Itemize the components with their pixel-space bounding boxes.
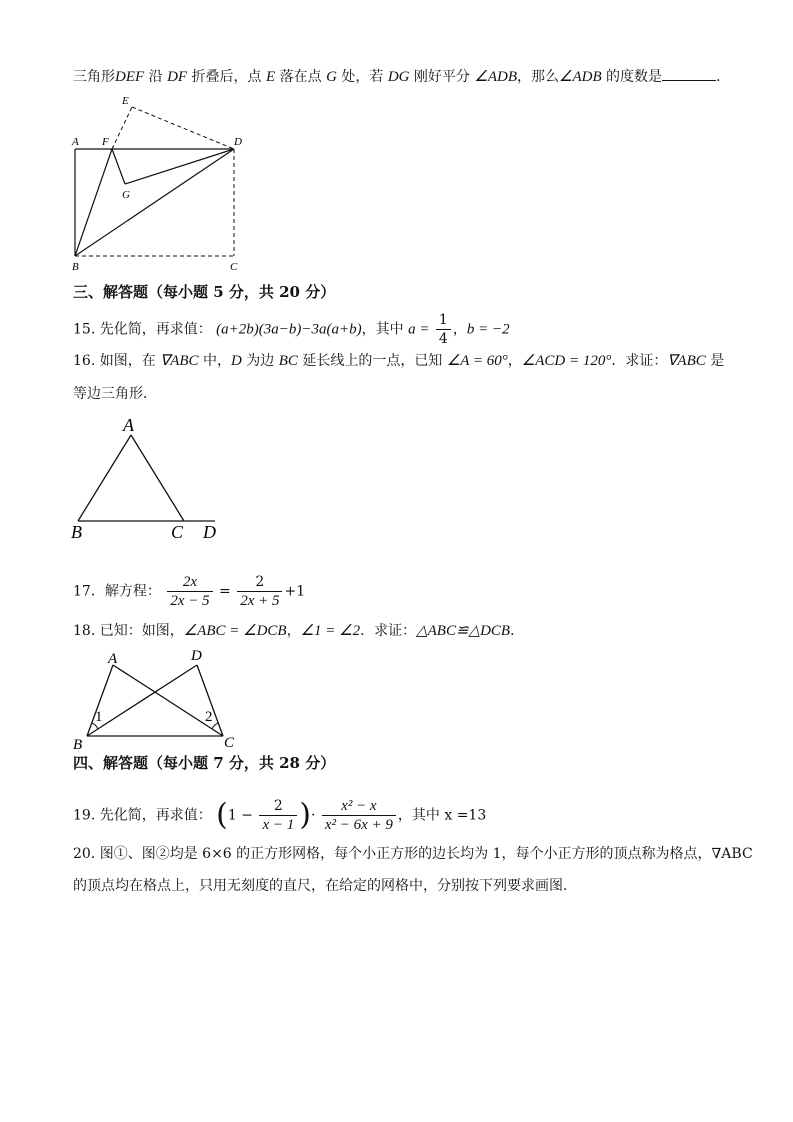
label-d: D bbox=[234, 136, 242, 148]
seg-fe-dashed bbox=[112, 107, 132, 149]
label-angle1: 1 bbox=[95, 709, 103, 725]
q19-prefix: 19. 先化简，再求值： bbox=[73, 807, 212, 824]
q19-dot: · bbox=[310, 807, 316, 824]
seg-dc bbox=[197, 665, 223, 736]
section3-title: 三、解答题（每小题 5 分，共 20 分） bbox=[73, 283, 336, 301]
q15-a-eq: a = bbox=[408, 321, 430, 338]
q18-eq2: ∠1 = ∠2 bbox=[300, 623, 361, 639]
q18-sep: ， bbox=[286, 623, 301, 639]
q14-tri: DEF bbox=[115, 69, 145, 85]
q14-pt-e: E bbox=[265, 69, 276, 85]
q15-mid: ，其中 bbox=[361, 321, 409, 338]
seg-fg bbox=[112, 149, 125, 184]
seg-gd bbox=[125, 149, 234, 184]
q17-num1: 2x bbox=[167, 573, 212, 592]
q15-prefix: 15. 先化简，再求值： bbox=[73, 321, 212, 338]
seg-ed-dashed bbox=[132, 107, 234, 149]
seg-bd bbox=[87, 665, 197, 736]
q15 bbox=[73, 311, 510, 348]
label-d: D bbox=[191, 648, 202, 664]
label-a: A bbox=[123, 415, 134, 435]
label-b: B bbox=[73, 737, 83, 753]
q19-one-minus: 1 − bbox=[227, 807, 253, 824]
q14-dg: DG bbox=[387, 69, 410, 85]
q14-text bbox=[73, 66, 730, 87]
q15-frac-num: 1 bbox=[436, 311, 451, 330]
q17-den2: 2x + 5 bbox=[240, 593, 280, 609]
q15-comma: ， bbox=[452, 321, 467, 338]
section4-title: 四、解答题（每小题 7 分，共 28 分） bbox=[73, 754, 336, 772]
q19-frac2 bbox=[322, 797, 396, 834]
q16-sep: ， bbox=[507, 353, 522, 369]
q18-figure bbox=[68, 643, 248, 753]
label-d: D bbox=[203, 522, 216, 542]
q16-angle-acd: ∠ACD = 120° bbox=[521, 353, 612, 369]
label-c: C bbox=[171, 522, 184, 542]
q14-angle2: ∠ADB bbox=[559, 69, 602, 85]
label-f: F bbox=[102, 136, 109, 148]
q17-tail: +1 bbox=[284, 583, 306, 600]
q16-tri1: ∇ABC bbox=[160, 353, 199, 369]
q15-expr: (a+2b)(3a−b)−3a(a+b) bbox=[216, 321, 362, 338]
q16-bc: BC bbox=[278, 353, 298, 369]
q17-den1: 2x − 5 bbox=[170, 593, 210, 609]
angle2-arc bbox=[212, 723, 218, 729]
q17-frac-right bbox=[237, 573, 282, 610]
left-paren-icon: ( bbox=[216, 797, 228, 833]
q19-f-num: 2 bbox=[259, 797, 297, 816]
q18-eq1: ∠ABC = ∠DCB bbox=[183, 623, 287, 639]
q16-d: D bbox=[231, 353, 242, 369]
diag-bd bbox=[75, 149, 234, 256]
q18-prefix: 18. 已知：如图， bbox=[73, 623, 184, 639]
q18-concl: △ABC≌△DCB bbox=[416, 623, 511, 639]
q17 bbox=[73, 573, 305, 610]
q14-text-c: 折叠后，点 bbox=[187, 69, 266, 85]
q17-eq: = bbox=[219, 583, 231, 600]
label-c: C bbox=[230, 261, 238, 273]
q16-line1 bbox=[73, 351, 724, 371]
q15-fraction bbox=[436, 311, 451, 348]
q18-end: ． bbox=[510, 623, 525, 639]
q14-figure bbox=[60, 92, 260, 272]
q19 bbox=[73, 797, 486, 834]
q20-line1: 20. 图①、图②均是 6×6 的正方形网格，每个小正方形的边长均为 1，每个小正方形的顶点称为格点，∇ABC bbox=[73, 846, 753, 862]
tri-ab bbox=[78, 435, 131, 521]
q16-c: 为边 bbox=[241, 353, 279, 369]
q17-num2: 2 bbox=[237, 573, 282, 592]
q16-a: 16. 如图，在 bbox=[73, 353, 161, 369]
q15-frac-den: 4 bbox=[438, 331, 448, 347]
q16-figure bbox=[65, 410, 235, 545]
q17-frac-left bbox=[167, 573, 212, 610]
q14-text-h: 的度数是 bbox=[601, 69, 663, 85]
seg-bf bbox=[75, 149, 112, 256]
label-a: A bbox=[108, 651, 118, 667]
q14-text-d: 落在点 bbox=[275, 69, 327, 85]
q14-text-a: 三角形 bbox=[73, 69, 115, 85]
label-b: B bbox=[72, 261, 79, 273]
q19-tail: ，其中 x =13 bbox=[397, 807, 487, 824]
q17-prefix: 17．解方程： bbox=[73, 583, 161, 600]
label-g: G bbox=[122, 189, 130, 201]
label-a: A bbox=[72, 136, 79, 148]
q19-g-den: x² − 6x + 9 bbox=[324, 817, 393, 833]
label-angle2: 2 bbox=[205, 709, 213, 725]
q18 bbox=[73, 621, 524, 641]
q19-f-den: x − 1 bbox=[262, 817, 295, 833]
label-b: B bbox=[71, 522, 82, 542]
label-e: E bbox=[122, 95, 129, 107]
label-c: C bbox=[224, 735, 235, 751]
answer-blank[interactable] bbox=[662, 66, 716, 81]
q14-text-b: 沿 bbox=[144, 69, 168, 85]
q16-b: 中， bbox=[198, 353, 231, 369]
q19-frac1 bbox=[259, 797, 297, 834]
q16-f: 是 bbox=[705, 353, 725, 369]
q14-fold: DF bbox=[167, 69, 188, 85]
right-paren-icon: ) bbox=[299, 797, 311, 833]
q19-g-num: x² − x bbox=[322, 797, 396, 816]
q14-pt-g: G bbox=[326, 69, 337, 85]
q14-text-g: ，那么 bbox=[517, 69, 559, 85]
q18-mid: ．求证： bbox=[360, 623, 417, 639]
q15-b-eq: b = −2 bbox=[466, 321, 510, 338]
q14-text-e: 处，若 bbox=[336, 69, 388, 85]
q20-line2: 的顶点均在格点上，只用无刻度的直尺，在给定的网格中，分别按下列要求画图． bbox=[73, 878, 577, 894]
q14-text-f: 刚好平分 bbox=[409, 69, 475, 85]
q16-line2: 等边三角形． bbox=[73, 386, 157, 402]
q14-angle1: ∠ADB bbox=[474, 69, 517, 85]
q16-e: ．求证： bbox=[611, 353, 668, 369]
q16-dtext: 延长线上的一点，已知 bbox=[297, 353, 447, 369]
q16-tri2: ∇ABC bbox=[667, 353, 706, 369]
seg-ab bbox=[87, 665, 113, 736]
tri-ac bbox=[131, 435, 184, 521]
seg-ac bbox=[113, 665, 223, 736]
q16-angle-a: ∠A = 60° bbox=[446, 353, 508, 369]
q14-text-end: ． bbox=[716, 69, 731, 85]
